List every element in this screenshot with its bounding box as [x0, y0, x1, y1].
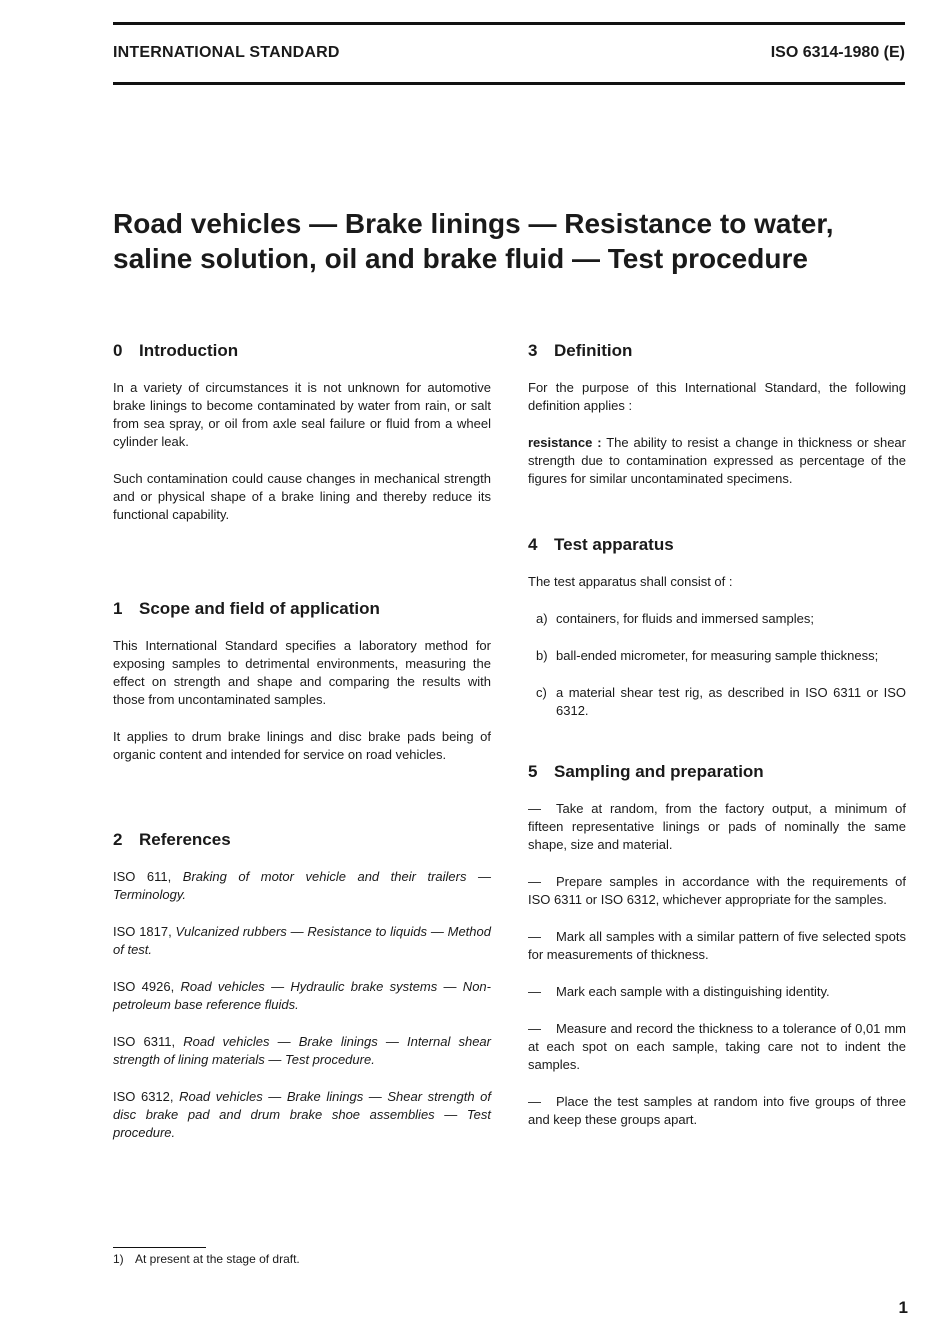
footnote-rule [113, 1247, 206, 1248]
section-definition [528, 340, 906, 488]
section-heading [113, 598, 491, 620]
section-heading [528, 340, 906, 362]
section-heading [113, 829, 491, 851]
header-bottom-rule [113, 82, 905, 85]
dash-item [528, 873, 906, 909]
definition-entry [528, 434, 906, 488]
dash-item [528, 928, 906, 964]
list-marker: c) [536, 685, 547, 700]
section-sampling [528, 761, 906, 1129]
reference-item [113, 978, 491, 1014]
dash-item [528, 1093, 906, 1129]
reference-title: Vulcanized rubbers — Resistance to liquids — Method of test. [113, 924, 491, 957]
title-line-2: saline solution, oil and brake fluid — Test procedure [113, 243, 808, 274]
dash-text: Mark each sample with a distinguishing identity. [556, 984, 830, 999]
dash-text: Prepare samples in accordance with the requirements of ISO 6311 or ISO 6312, whichever appropriate for the samples. [528, 874, 906, 907]
list-text: ball-ended micrometer, for measuring sample thickness; [556, 648, 879, 663]
list-marker: a) [536, 611, 548, 626]
section-title: Definition [554, 341, 633, 360]
right-column [528, 340, 906, 1129]
definition-text: The ability to resist a change in thickness or shear strength due to contamination expressed as percentage of the figures for similar uncontaminated specimens. [528, 435, 906, 486]
document-number: ISO 6314-1980 (E) [770, 44, 905, 61]
section-title: Sampling and preparation [554, 762, 764, 781]
dash-marker: — [528, 929, 541, 944]
reference-code: ISO 611, [113, 869, 172, 884]
section-references [113, 829, 491, 1142]
reference-title: Braking of motor vehicle and their trailers — Terminology. [113, 869, 491, 902]
section-number: 2 [113, 830, 123, 849]
dash-text: Mark all samples with a similar pattern of five selected spots for measurements of thickness. [528, 929, 906, 962]
dash-marker: — [528, 1094, 541, 1109]
dash-marker: — [528, 1021, 541, 1036]
list-text: containers, for fluids and immersed samples; [556, 611, 814, 626]
dash-marker: — [528, 874, 541, 889]
section-heading [528, 761, 906, 783]
document-title [113, 206, 893, 276]
reference-item [113, 923, 491, 959]
reference-code: ISO 6311, [113, 1034, 176, 1049]
reference-item [113, 1033, 491, 1069]
document-type: INTERNATIONAL STANDARD [113, 44, 340, 61]
dash-text: Take at random, from the factory output, a minimum of fifteen representative linings or pads of nominally the same shape, size and material. [528, 801, 906, 852]
list-text: a material shear test rig, as described in ISO 6311 or ISO 6312. [556, 685, 906, 718]
footnote-text: At present at the stage of draft. [135, 1252, 300, 1266]
footnote-number: 1) [113, 1252, 124, 1266]
reference-code: ISO 1817, [113, 924, 172, 939]
section-heading [113, 340, 491, 362]
footnote [113, 1252, 300, 1266]
section-scope [113, 598, 491, 764]
section-title: Test apparatus [554, 535, 674, 554]
section-number: 1 [113, 599, 123, 618]
dash-item [528, 800, 906, 854]
section-title: Introduction [139, 341, 239, 360]
dash-text: Measure and record the thickness to a tolerance of 0,01 mm at each spot on each sample, taking care not to indent the samples. [528, 1021, 906, 1072]
paragraph: For the purpose of this International Standard, the following definition applies : [528, 380, 906, 413]
list-marker: b) [536, 648, 548, 663]
left-column [113, 340, 491, 1142]
section-number: 3 [528, 341, 538, 360]
dash-item [528, 983, 906, 1001]
section-number: 5 [528, 762, 538, 781]
header-top-rule [113, 22, 905, 25]
paragraph: This International Standard specifies a laboratory method for exposing samples to detrimental environments, measuring the effect on strength and shape and comparing the results with those from uncontaminated samples. [113, 638, 491, 707]
reference-title: Road vehicles — Brake linings — Shear strength of disc brake pad and drum brake shoe assemblies — Test procedure. [113, 1089, 491, 1140]
paragraph: It applies to drum brake linings and disc brake pads being of organic content and intended for service on road vehicles. [113, 729, 491, 762]
section-title: References [139, 830, 231, 849]
section-test-apparatus [528, 534, 906, 720]
section-number: 4 [528, 535, 538, 554]
list-item [528, 684, 906, 720]
reference-code: ISO 6312, [113, 1089, 174, 1104]
reference-item [113, 1088, 491, 1142]
reference-title: Road vehicles — Hydraulic brake systems — Non-petroleum base reference fluids. [113, 979, 491, 1012]
paragraph: The test apparatus shall consist of : [528, 574, 733, 589]
reference-title: Road vehicles — Brake linings — Internal shear strength of lining materials — Test procedure. [113, 1034, 491, 1067]
section-heading [528, 534, 906, 556]
dash-item [528, 1020, 906, 1074]
dash-text: Place the test samples at random into five groups of three and keep these groups apart. [528, 1094, 906, 1127]
reference-code: ISO 4926, [113, 979, 175, 994]
list-item [528, 610, 906, 628]
title-line-1: Road vehicles — Brake linings — Resistance to water, [113, 208, 834, 239]
section-number: 0 [113, 341, 123, 360]
reference-item [113, 868, 491, 904]
dash-marker: — [528, 801, 541, 816]
dash-marker: — [528, 984, 541, 999]
section-introduction [113, 340, 491, 524]
definition-term: resistance : [528, 435, 602, 450]
page-number: 1 [898, 1298, 908, 1317]
paragraph: Such contamination could cause changes in mechanical strength and or physical shape of a brake lining and thereby reduce its functional capability. [113, 471, 491, 522]
list-item [528, 647, 906, 665]
paragraph: In a variety of circumstances it is not unknown for automotive brake linings to become contaminated by water from rain, or salt from sea spray, or oil from axle seal failure or fluid from a wheel cylinder leak. [113, 380, 491, 449]
section-title: Scope and field of application [139, 599, 380, 618]
